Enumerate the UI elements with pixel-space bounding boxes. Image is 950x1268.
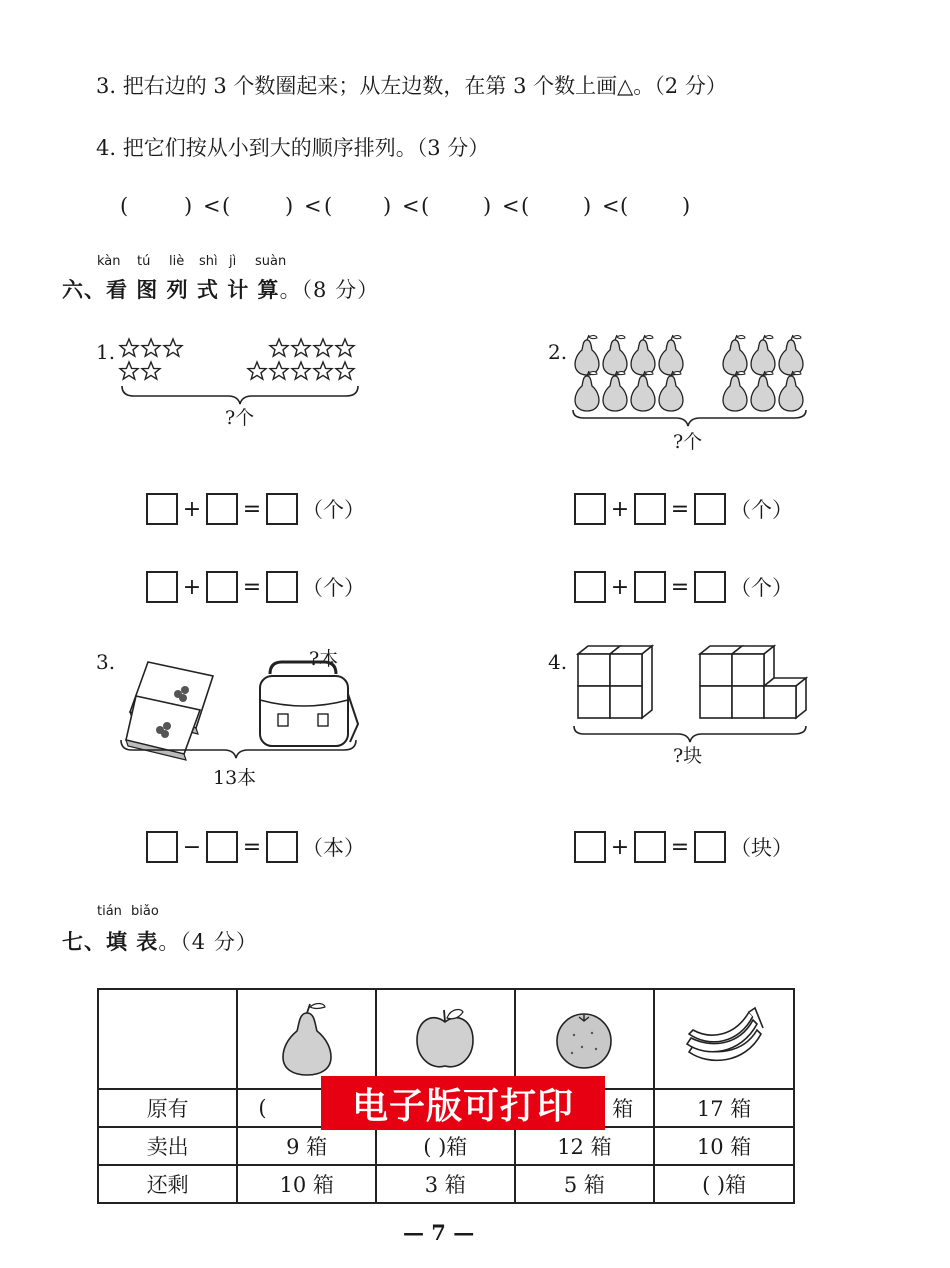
paren-open[interactable]: (: [120, 194, 129, 218]
table-cell[interactable]: ( )箱: [376, 1127, 515, 1165]
pinyin-syllable: shì: [199, 254, 218, 269]
plus-sign: +: [610, 496, 630, 522]
answer-box[interactable]: [634, 831, 666, 863]
unit-label: （个）: [730, 498, 793, 522]
equals-sign: =: [242, 496, 262, 522]
answer-box[interactable]: [206, 571, 238, 603]
row-label: 原有: [98, 1089, 237, 1127]
paren-close: ): [285, 194, 294, 218]
pinyin-syllable: suàn: [255, 254, 287, 269]
problem-3-unknown-label: ?本: [309, 648, 339, 670]
plus-sign: +: [610, 574, 630, 600]
answer-box[interactable]: [146, 831, 178, 863]
question-3: 3. 把右边的 3 个数圈起来；从左边数，在第 3 个数上画△。（2 分）: [96, 74, 727, 98]
answer-box[interactable]: [266, 831, 298, 863]
equals-sign: =: [242, 574, 262, 600]
problem-4-figure: [570, 640, 815, 750]
star-icon: [120, 339, 354, 379]
row-label: 还剩: [98, 1165, 237, 1203]
answer-box[interactable]: [146, 493, 178, 525]
page-number: — 7 —: [403, 1220, 475, 1245]
answer-box[interactable]: [266, 571, 298, 603]
pinyin-syllable: kàn: [97, 254, 121, 269]
row-label: 卖出: [98, 1127, 237, 1165]
table-row: [98, 1127, 794, 1165]
equation-p1-b: [146, 569, 365, 605]
problem-4-total-label: ?块: [673, 745, 703, 767]
cube-icon: [578, 646, 652, 718]
problem-3-total-label: 13本: [213, 767, 257, 789]
problem-2-number: 2.: [548, 340, 568, 364]
watermark-banner: 电子版可打印: [321, 1076, 605, 1130]
section6-heading: [62, 274, 379, 304]
unit-label: （本）: [302, 836, 365, 860]
plus-sign: +: [182, 574, 202, 600]
less-than: <: [602, 194, 620, 218]
less-than: <: [502, 194, 520, 218]
table-cell: 5 箱: [515, 1165, 655, 1203]
table-header-cell: [515, 989, 655, 1089]
paren-open[interactable]: (: [421, 194, 430, 218]
brace-icon: [574, 726, 806, 742]
table-row: [98, 1165, 794, 1203]
unit-label: （个）: [302, 498, 365, 522]
equation-p2-b: [574, 569, 793, 605]
answer-box[interactable]: [694, 493, 726, 525]
table-cell: 17 箱: [654, 1089, 794, 1127]
pinyin-syllable: tián: [97, 904, 122, 919]
table-header-cell: [376, 989, 515, 1089]
paren-close: ): [682, 194, 691, 218]
problem-3-number: 3.: [96, 650, 116, 674]
answer-box[interactable]: [694, 571, 726, 603]
paren-open[interactable]: (: [521, 194, 530, 218]
table-cell[interactable]: 箱: [515, 1089, 655, 1127]
plus-sign: +: [610, 834, 630, 860]
answer-box[interactable]: [574, 831, 606, 863]
equals-sign: =: [670, 496, 690, 522]
section6-title: 六、看 图 列 式 计 算: [62, 277, 280, 302]
paren-close: ): [383, 194, 392, 218]
answer-box[interactable]: [206, 831, 238, 863]
table-header-cell: [237, 989, 376, 1089]
problem-3-figure: [118, 654, 363, 769]
table-cell: 3 箱: [376, 1165, 515, 1203]
banana-icon: [679, 1004, 769, 1074]
equals-sign: =: [242, 834, 262, 860]
table-cell: 9 箱: [237, 1127, 376, 1165]
table-corner-cell: [98, 989, 237, 1089]
cube-icon: [700, 646, 806, 718]
paren-open[interactable]: (: [324, 194, 333, 218]
unit-label: （个）: [302, 576, 365, 600]
plus-sign: +: [182, 496, 202, 522]
problem-4-number: 4.: [548, 650, 568, 674]
paren-close: ): [583, 194, 592, 218]
pear-icon: [575, 335, 803, 411]
order-answer-row: [0, 194, 950, 224]
problem-2-total-label: ?个: [673, 431, 703, 453]
table-header-cell: [654, 989, 794, 1089]
apple-icon: [413, 1004, 477, 1074]
section6-points: 。（8 分）: [279, 278, 380, 302]
pear-icon: [277, 999, 337, 1079]
brace-icon: [573, 410, 806, 426]
answer-box[interactable]: [574, 493, 606, 525]
paren-open[interactable]: (: [222, 194, 231, 218]
orange-icon: [552, 1007, 616, 1071]
equals-sign: =: [670, 834, 690, 860]
problem-1-total-label: ?个: [225, 407, 255, 429]
less-than: <: [203, 194, 221, 218]
section7-points: 。（4 分）: [158, 930, 258, 954]
pinyin-syllable: liè: [169, 254, 185, 269]
pinyin-syllable: jì: [229, 254, 237, 269]
minus-sign: −: [182, 834, 202, 860]
table-cell[interactable]: ( )箱: [654, 1165, 794, 1203]
answer-box[interactable]: [266, 493, 298, 525]
backpack-icon: [260, 662, 358, 746]
answer-box[interactable]: [694, 831, 726, 863]
table-cell: 12 箱: [515, 1127, 655, 1165]
table-cell: 10 箱: [654, 1127, 794, 1165]
table-header-row: [98, 989, 794, 1089]
brace-icon: [122, 386, 358, 404]
answer-box[interactable]: [206, 493, 238, 525]
less-than: <: [402, 194, 420, 218]
equals-sign: =: [670, 574, 690, 600]
paren-close: ): [483, 194, 492, 218]
question-4: 4. 把它们按从小到大的顺序排列。（3 分）: [96, 136, 490, 160]
unit-label: （块）: [730, 836, 793, 860]
paren-open[interactable]: (: [620, 194, 629, 218]
equation-p1-a: [146, 491, 365, 527]
answer-box[interactable]: [146, 571, 178, 603]
section7-heading: [62, 926, 258, 956]
equation-p2-a: [574, 491, 793, 527]
answer-box[interactable]: [634, 571, 666, 603]
section7-title: 七、填 表: [62, 929, 159, 954]
answer-box[interactable]: [574, 571, 606, 603]
unit-label: （个）: [730, 576, 793, 600]
pinyin-syllable: tú: [137, 254, 151, 269]
pinyin-syllable: biǎo: [131, 904, 159, 919]
equation-p3: [146, 829, 365, 865]
problem-1-number: 1.: [96, 340, 116, 364]
problem-2-figure: [570, 332, 815, 432]
less-than: <: [304, 194, 322, 218]
answer-box[interactable]: [634, 493, 666, 525]
table-cell[interactable]: (: [237, 1089, 376, 1127]
paren-close: ): [184, 194, 193, 218]
table-cell: 10 箱: [237, 1165, 376, 1203]
equation-p4: [574, 829, 793, 865]
book-icon: [126, 662, 213, 760]
